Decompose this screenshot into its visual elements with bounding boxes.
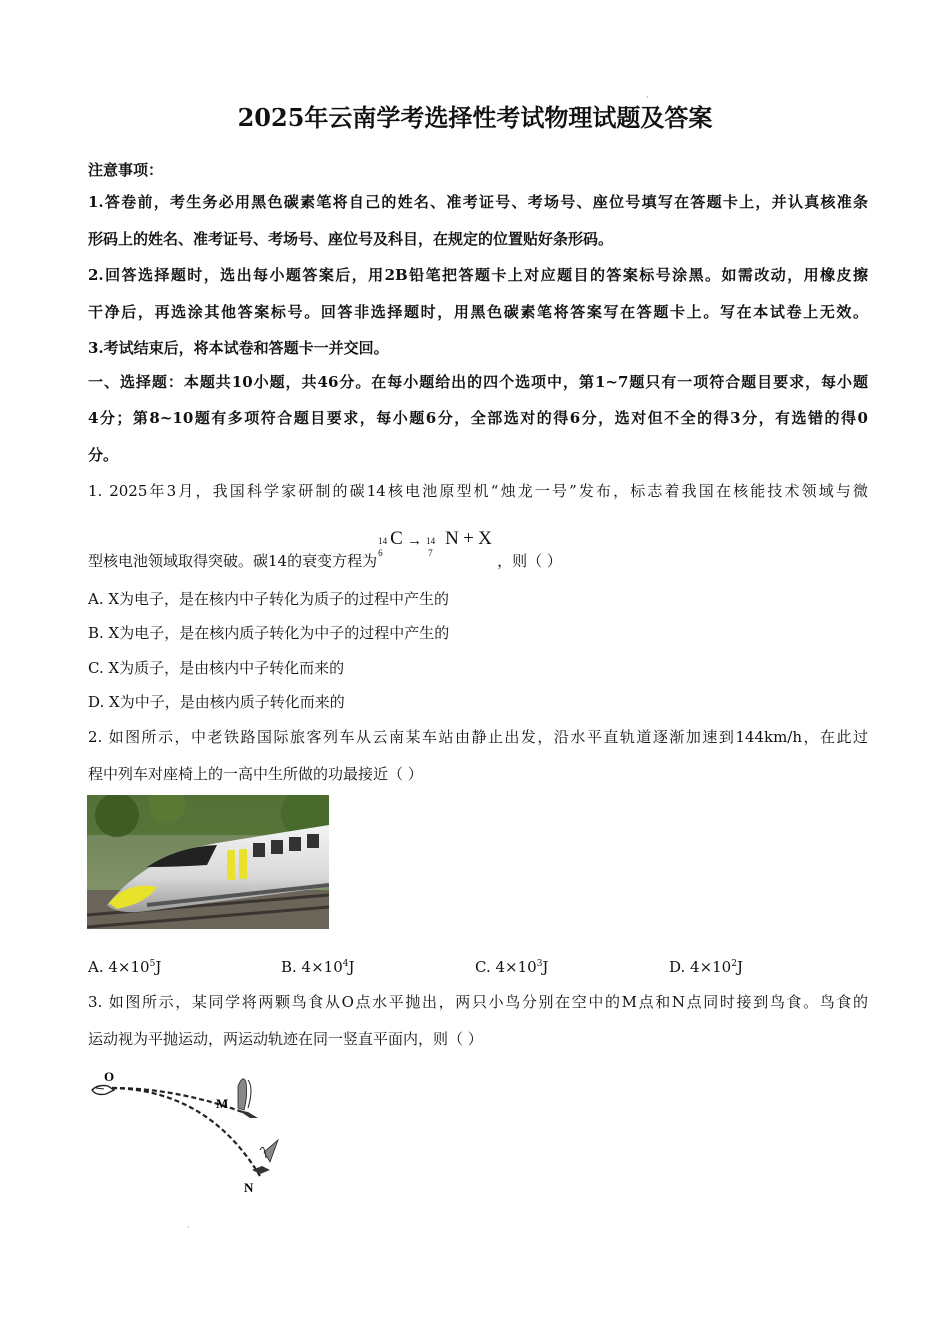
x-symbol: X — [478, 528, 492, 549]
q1-option-c: C. X为质子，是由核内中子转化而来的 — [88, 659, 345, 677]
q1-stem-line-1: 1. 2025年3月，我国科学家研制的碳14核电池原型机“烛龙一号”发布，标志着我国在核能技术领域与微 — [88, 482, 868, 500]
q1-stem-text: 型核电池领域取得突破。碳14的衰变方程为 — [88, 552, 378, 570]
q1-stem-tail: ，则（ ） — [497, 552, 562, 570]
arrow-symbol: → — [407, 533, 423, 549]
page-title: 2025年云南学考选择性考试物理试题及答案 — [237, 103, 713, 132]
q2-stem-line-2: 程中列车对座椅上的一高中生所做的功最接近（ ） — [88, 765, 423, 783]
notice-line-3: 2.回答选择题时，选出每小题答案后，用2B铅笔把答题卡上对应题目的答案标号涂黑。如需改动，用橡皮擦 — [88, 266, 868, 284]
c-atomic-number: 6 — [378, 548, 383, 558]
c-symbol: C — [390, 528, 403, 549]
q2-option-b: B. $4\times 10^4J$ — [281, 958, 355, 976]
notice-heading: 注意事项： — [88, 161, 164, 179]
notice-line-2: 形码上的姓名、准考证号、考场号、座位号及科目，在规定的位置贴好条形码。 — [88, 230, 614, 248]
plus-symbol: + — [463, 528, 474, 549]
q1-stem-line-2 — [88, 528, 868, 572]
projectile-diagram — [88, 1066, 293, 1196]
label-m: M — [216, 1096, 229, 1111]
notice-line-1: 1.答卷前，考生务必用黑色碳素笔将自己的姓名、准考证号、考场号、座位号填写在答题卡上，并认真核准条 — [88, 193, 868, 211]
n-mass-number: 14 — [426, 536, 436, 546]
section-1-line-3: 分。 — [88, 446, 119, 464]
train-photo — [87, 795, 329, 929]
notice-line-5: 3.考试结束后，将本试卷和答题卡一并交回。 — [88, 339, 389, 357]
section-1-line-2: 4分；第8~10题有多项符合题目要求，每小题6分，全部选对的得6分，选对但不全的得3分，有选错的得0 — [88, 409, 868, 427]
q2-option-a: A. $4\times 10^5J$ — [88, 958, 162, 976]
section-1-line-1: 一、选择题：本题共10小题，共46分。在每小题给出的四个选项中，第1~7题只有一项符合题目要求，每小题 — [88, 373, 868, 391]
q1-option-b: B. X为电子，是在核内质子转化为中子的过程中产生的 — [88, 624, 450, 642]
q3-stem-line-2: 运动视为平抛运动，两运动轨迹在同一竖直平面内，则（ ） — [88, 1030, 483, 1048]
label-n: N — [244, 1180, 254, 1195]
speck: · — [187, 1223, 190, 1232]
n-atomic-number: 7 — [428, 548, 433, 558]
n-symbol: N — [445, 528, 459, 549]
q2-option-c: C. $4\times 10^3J$ — [475, 958, 549, 976]
notice-line-4: 干净后，再选涂其他答案标号。回答非选择题时，用黑色碳素笔将答案写在答题卡上。写在本试卷上无效。 — [88, 303, 868, 321]
q3-stem-line-1: 3. 如图所示，某同学将两颗鸟食从O点水平抛出，两只小鸟分别在空中的M点和N点同时接到鸟食。鸟食的 — [88, 993, 868, 1011]
q2-stem-line-1: 2. 如图所示，中老铁路国际旅客列车从云南某车站由静止出发，沿水平直轨道逐渐加速到144km/h，在此过 — [88, 728, 868, 746]
q1-option-a: A. X为电子，是在核内中子转化为质子的过程中产生的 — [88, 590, 450, 608]
label-o: O — [104, 1069, 115, 1084]
q2-option-d: D. $4\times 10^2J$ — [669, 958, 743, 976]
decay-equation — [377, 528, 497, 572]
q1-option-d: D. X为中子，是由核内质子转化而来的 — [88, 693, 345, 711]
speck: · — [646, 93, 649, 102]
c-mass-number: 14 — [378, 536, 388, 546]
